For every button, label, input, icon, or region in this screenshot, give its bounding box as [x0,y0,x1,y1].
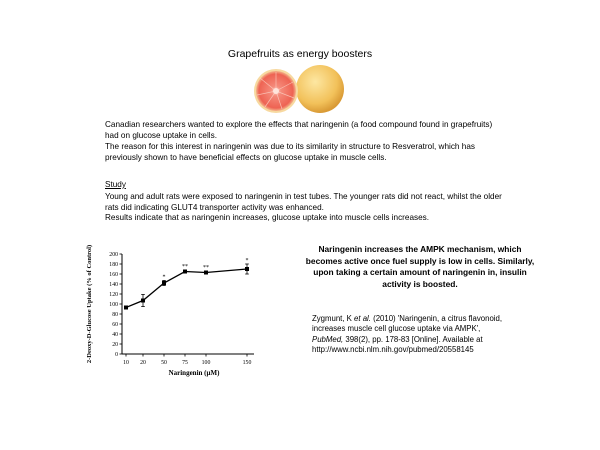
significance-label: * [245,258,249,264]
significance-label: ** [182,264,188,270]
y-tick-label: 120 [109,292,118,298]
significance-label: * [162,274,166,281]
x-tick-label: 100 [201,360,211,366]
x-axis-label: Naringenin (μM) [168,369,220,377]
y-tick-label: 20 [112,342,118,348]
whole-grapefruit [296,65,344,113]
page-title: Grapefruits as energy boosters [227,48,373,60]
key-finding: Naringenin increases the AMPK mechanism, which becomes active once fuel supply is low in cells. Similarly, upon taking a certain amount of naringenin in, insulin activity is boosted. [305,244,535,289]
y-tick-label: 160 [109,272,118,278]
study-paragraph-1: Young and adult rats were exposed to naringenin in test tubes. The younger rats did not react, whilst the older rats did indicating GLUT4 transporter activity was enhanced. [105,192,502,212]
citation [312,314,512,355]
data-point [183,270,187,274]
x-tick-label: 75 [182,360,188,366]
study-paragraph-2: Results indicate that as naringenin increases, glucose uptake into muscle cells increases. [105,213,430,222]
y-tick-label: 100 [109,302,118,308]
x-tick-label: 50 [161,360,167,366]
data-point [124,306,128,310]
study-heading: Study [105,180,126,189]
citation-details: 398(2), pp. 178-83 [Online]. Available at http://www.ncbi.nlm.nih.gov/pubmed/20558145 [312,334,483,354]
glucose-uptake-chart [82,244,272,384]
data-point [204,271,208,275]
grapefruit-image [238,64,363,114]
data-point [245,267,249,271]
y-tick-label: 60 [112,322,118,328]
intro-paragraph-2: The reason for this interest in naringenin was due to its similarity in structure to Resveratrol, which has previously shown to have beneficial effects on glucose uptake in muscle cells. [105,142,475,162]
y-tick-label: 140 [109,282,118,288]
data-point [141,299,145,303]
significance-label: ** [203,265,209,271]
x-tick-label: 10 [123,360,129,366]
y-tick-label: 200 [109,252,118,258]
x-tick-label: 20 [140,360,146,366]
y-tick-label: 0 [115,352,118,358]
y-tick-label: 180 [109,262,118,268]
data-point [162,281,166,285]
citation-journal: PubMed, [312,334,344,344]
y-tick-label: 40 [112,332,118,338]
y-axis-label: 2-Deoxy-D-Glucose Uptake (% of Control) [86,244,93,364]
y-tick-label: 80 [112,312,118,318]
citation-authors: Zygmunt, K [312,314,355,323]
citation-title: (2010) 'Naringenin, a citrus flavonoid, increases muscle cell glucose uptake via AMPK', [312,314,503,334]
citation-etal: et al. [354,314,371,323]
x-tick-label: 150 [242,360,252,366]
intro-paragraph-1: Canadian researchers wanted to explore the effects that naringenin (a food compound found in grapefruits) had on glucose uptake in cells. [105,120,493,140]
